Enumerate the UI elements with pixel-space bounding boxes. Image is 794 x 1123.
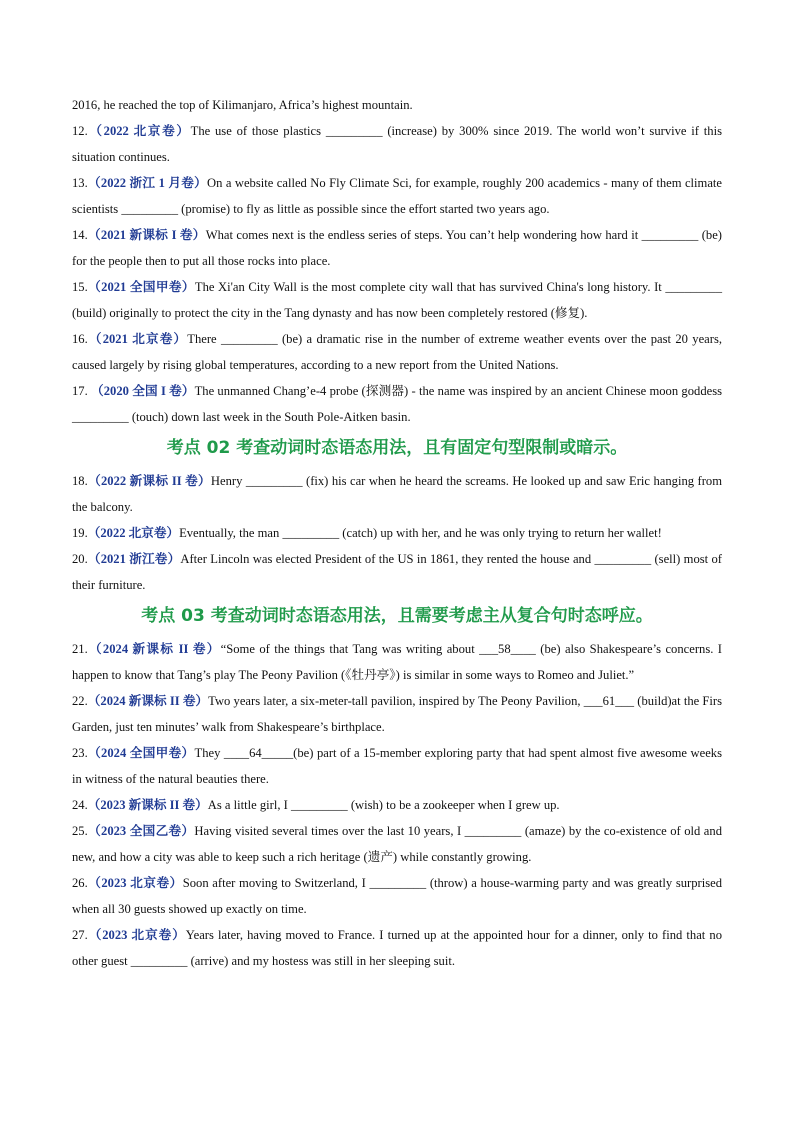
question-text: Henry _________ (fix) his car when he heard the screams. He looked up and saw Eric hanging from the balcony.: [72, 474, 722, 514]
question-14: [72, 222, 722, 274]
question-source: （2021 浙江卷）: [87, 552, 181, 566]
question-source: （2021 全国甲卷）: [87, 280, 195, 294]
question-17: [72, 378, 722, 430]
question-source: （2022 北京卷）: [87, 124, 191, 138]
question-number: 26.: [72, 876, 88, 890]
question-text: The use of those plastics _________ (increase) by 300% since 2019. The world won’t survive if this situation continues.: [72, 124, 722, 164]
question-number: 19.: [72, 526, 88, 540]
question-text: The Xi'an City Wall is the most complete city wall that has survived China's long history. It _________ (build) originally to protect the city in the Tang dynasty and has now been completely restored (修复).: [72, 280, 722, 320]
question-source: （2023 北京卷）: [87, 928, 186, 942]
question-23: [72, 740, 722, 792]
question-12: [72, 118, 722, 170]
question-text: On a website called No Fly Climate Sci, for example, roughly 200 academics - many of them climate scientists _________ (promise) to fly as little as possible since the effort started two years ago.: [72, 176, 723, 216]
question-text: After Lincoln was elected President of the US in 1861, they rented the house and _________ (sell) most of their furniture.: [72, 552, 722, 592]
section-heading-03: 考点 03 考查动词时态语态用法，且需要考虑主从复合句时态呼应。: [141, 606, 653, 626]
question-text: They ____64_____(be) part of a 15-member exploring party that had spent almost five awesome weeks in witness of the natural beauties there.: [72, 746, 722, 786]
question-18: [72, 468, 722, 520]
question-number: 27.: [72, 928, 88, 942]
question-21: [72, 636, 722, 688]
question-text: Two years later, a six-meter-tall pavilion, inspired by The Peony Pavilion, ___61___ (build)at the Firs Garden, just ten minutes’ walk from Shakespeare’s birthplace.: [72, 694, 723, 734]
question-source: （2023 北京卷）: [87, 876, 183, 890]
question-number: 22.: [72, 694, 88, 708]
question-source: （2022 北京卷）: [87, 526, 180, 540]
question-source: （2022 新课标 II 卷）: [87, 474, 211, 488]
question-source: （2024 新课标 II 卷）: [87, 642, 221, 656]
question-22: [72, 688, 722, 740]
question-source: （2021 北京卷）: [87, 332, 188, 346]
question-text: The unmanned Chang’e-4 probe (探测器) - the name was inspired by an ancient Chinese moon goddess _________ (touch) down last week in the South Pole-Aitken basin.: [72, 384, 723, 424]
question-text: As a little girl, I _________ (wish) to be a zookeeper when I grew up.: [207, 798, 560, 812]
question-source: （2021 新课标 I 卷）: [87, 228, 206, 242]
question-number: 25.: [72, 824, 88, 838]
question-15: [72, 274, 722, 326]
question-text: “Some of the things that Tang was writing about ___58____ (be) also Shakespeare’s concerns. I happen to know that Tang’s play The Peony Pavilion (《牡丹亭》) is similar in some ways to Romeo and Juliet.”: [72, 642, 722, 682]
question-number: 15.: [72, 280, 88, 294]
question-number: 12.: [72, 124, 88, 138]
question-number: 13.: [72, 176, 88, 190]
question-text: Years later, having moved to France. I turned up at the appointed hour for a dinner, only to find that no other guest _________ (arrive) and my hostess was still in her sleeping suit.: [72, 928, 722, 968]
question-number: 23.: [72, 746, 88, 760]
question-number: 24.: [72, 798, 88, 812]
question-16: [72, 326, 722, 378]
question-source: （2024 全国甲卷）: [87, 746, 195, 760]
question-27: [72, 922, 722, 974]
question-number: 18.: [72, 474, 88, 488]
question-text: Having visited several times over the last 10 years, I _________ (amaze) by the co-existence of old and new, and how a city was able to keep such a rich heritage (遗产) while constantly growing.: [72, 824, 722, 864]
question-text: There _________ (be) a dramatic rise in the number of extreme weather events over the past 20 years, caused largely by rising global temperatures, according to a new report from the United Nations.: [72, 332, 722, 372]
question-source: （2023 全国乙卷）: [87, 824, 195, 838]
question-number: 20.: [72, 552, 88, 566]
question-text: Eventually, the man _________ (catch) up with her, and he was only trying to return her wallet!: [179, 526, 662, 540]
question-text: 2016, he reached the top of Kilimanjaro, Africa’s highest mountain.: [72, 98, 413, 112]
question-13: [72, 170, 722, 222]
question-25: [72, 818, 722, 870]
question-number: 17.: [72, 384, 88, 398]
question-20: [72, 546, 722, 598]
question-list: [72, 92, 722, 974]
question-number: 21.: [72, 642, 88, 656]
section-heading-02: 考点 02 考查动词时态语态用法，且有固定句型限制或暗示。: [166, 438, 628, 458]
question-source: （2024 新课标 II 卷）: [87, 694, 209, 708]
question-source: （2020 全国 I 卷）: [87, 384, 195, 398]
question-26: [72, 870, 722, 922]
question-19: [72, 520, 722, 546]
question-source: （2023 新课标 II 卷）: [87, 798, 208, 812]
question-24: [72, 792, 722, 818]
question-text: What comes next is the endless series of steps. You can’t help wondering how hard it _________ (be) for the people then to put all those rocks into place.: [72, 228, 723, 268]
question-source: （2022 浙江 1 月卷）: [87, 176, 208, 190]
question-text: Soon after moving to Switzerland, I _________ (throw) a house-warming party and was greatly surprised when all 30 guests showed up exactly on time.: [72, 876, 722, 916]
question-number: 16.: [72, 332, 88, 346]
question-number: 14.: [72, 228, 88, 242]
question-11-continuation: [72, 92, 722, 118]
